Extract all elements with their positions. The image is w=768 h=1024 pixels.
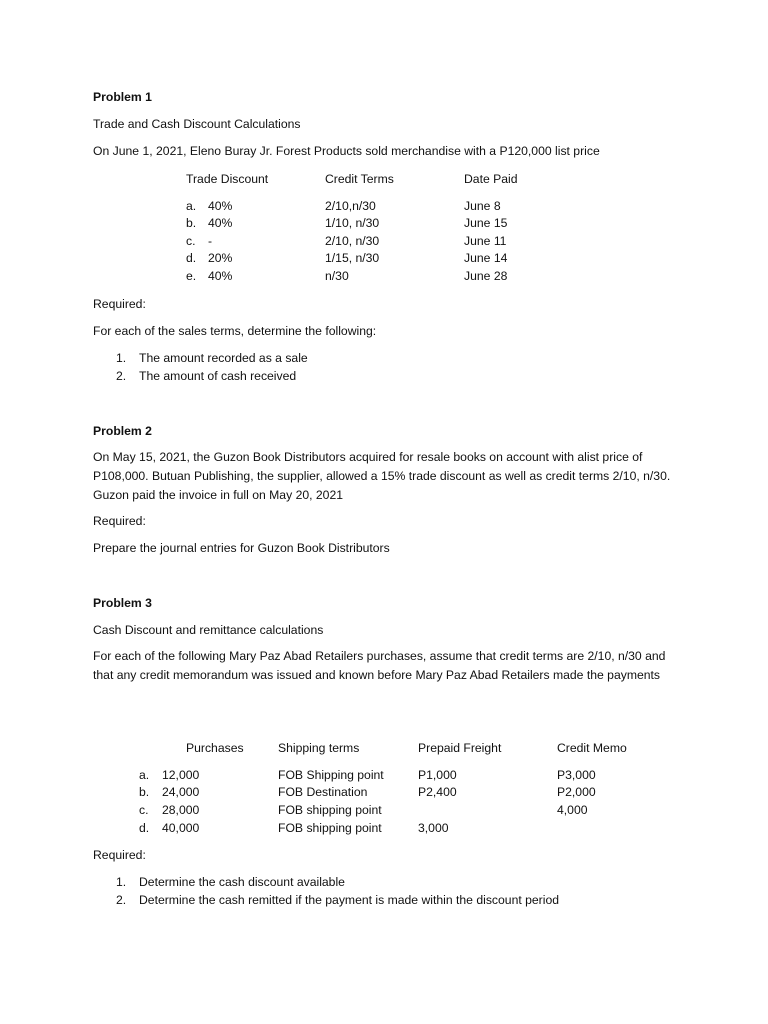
credit-terms-value: 2/10,n/30	[325, 199, 376, 213]
list-item-number: 1.	[116, 351, 127, 365]
problem2-required-text: Prepare the journal entries for Guzon Book Distributors	[93, 541, 390, 555]
list-item-text: Determine the cash remitted if the payment is made within the discount period	[139, 893, 560, 907]
list-item-number: 1.	[116, 875, 127, 889]
list-item-text: Determine the cash discount available	[139, 875, 345, 889]
purchase-value: 12,000	[162, 768, 200, 782]
trade-discount-value: 40%	[208, 216, 233, 230]
date-paid-value: June 8	[464, 199, 501, 213]
date-paid-value: June 14	[464, 251, 508, 265]
shipping-terms-value: FOB shipping point	[278, 803, 382, 817]
purchase-value: 28,000	[162, 803, 200, 817]
trade-discount-value: 40%	[208, 269, 233, 283]
trade-discount-value: 40%	[208, 199, 233, 213]
credit-terms-value: n/30	[325, 269, 349, 283]
problem3-subtitle: Cash Discount and remittance calculations	[93, 623, 324, 637]
purchase-value: 24,000	[162, 785, 200, 799]
row-letter: b.	[139, 785, 150, 799]
date-paid-value: June 28	[464, 269, 508, 283]
problem3-body: For each of the following Mary Paz Abad Retailers purchases, assume that credit terms are 2/10, n/30 and that any credit memorandum was issued and known before Mary Paz Abad Retailers made the payments	[93, 649, 666, 682]
p3-header-prepaid-freight: Prepaid Freight	[418, 741, 502, 755]
p3-header-credit-memo: Credit Memo	[557, 741, 627, 755]
row-letter: d.	[139, 821, 150, 835]
purchase-value: 40,000	[162, 821, 200, 835]
shipping-terms-value: FOB Shipping point	[278, 768, 384, 782]
list-item-text: The amount recorded as a sale	[139, 351, 308, 365]
row-letter: e.	[186, 269, 197, 283]
problem3-heading: Problem 3	[93, 596, 152, 610]
p1-header-date-paid: Date Paid	[464, 172, 518, 186]
list-item-text: The amount of cash received	[139, 369, 297, 383]
prepaid-freight-value: 3,000	[418, 821, 449, 835]
list-item-number: 2.	[116, 369, 127, 383]
trade-discount-value: -	[208, 234, 213, 248]
shipping-terms-value: FOB Destination	[278, 785, 368, 799]
problem1-heading: Problem 1	[93, 90, 152, 104]
p3-header-shipping-terms: Shipping terms	[278, 741, 360, 755]
p1-header-credit-terms: Credit Terms	[325, 172, 394, 186]
problem1-required-text: For each of the sales terms, determine the following:	[93, 324, 377, 338]
problem1-required-label: Required:	[93, 297, 146, 311]
credit-memo-value: P3,000	[557, 768, 596, 782]
list-item-number: 2.	[116, 893, 127, 907]
date-paid-value: June 11	[464, 234, 507, 248]
row-letter: b.	[186, 216, 197, 230]
credit-memo-value: 4,000	[557, 803, 588, 817]
problem2-body: On May 15, 2021, the Guzon Book Distributors acquired for resale books on account with alist price of P108,000. Butuan Publishing, the supplier, allowed a 15% trade discount as well as credit terms 2/10, n/30. Guzon paid the invoice in full on May 20, 2021	[93, 450, 671, 502]
credit-memo-value: P2,000	[557, 785, 596, 799]
problem2-required-label: Required:	[93, 514, 146, 528]
prepaid-freight-value: P2,400	[418, 785, 457, 799]
problem2-heading: Problem 2	[93, 424, 152, 438]
problem1-intro: On June 1, 2021, Eleno Buray Jr. Forest Products sold merchandise with a P120,000 list price	[93, 144, 600, 158]
p1-header-trade-discount: Trade Discount	[186, 172, 269, 186]
date-paid-value: June 15	[464, 216, 508, 230]
problem3-required-label: Required:	[93, 848, 146, 862]
row-letter: d.	[186, 251, 197, 265]
row-letter: c.	[139, 803, 149, 817]
p3-header-purchases: Purchases	[186, 741, 244, 755]
problem1-subtitle: Trade and Cash Discount Calculations	[93, 117, 301, 131]
credit-terms-value: 2/10, n/30	[325, 234, 380, 248]
credit-terms-value: 1/15, n/30	[325, 251, 380, 265]
row-letter: c.	[186, 234, 196, 248]
trade-discount-value: 20%	[208, 251, 233, 265]
row-letter: a.	[139, 768, 150, 782]
prepaid-freight-value: P1,000	[418, 768, 457, 782]
row-letter: a.	[186, 199, 197, 213]
shipping-terms-value: FOB shipping point	[278, 821, 382, 835]
credit-terms-value: 1/10, n/30	[325, 216, 380, 230]
